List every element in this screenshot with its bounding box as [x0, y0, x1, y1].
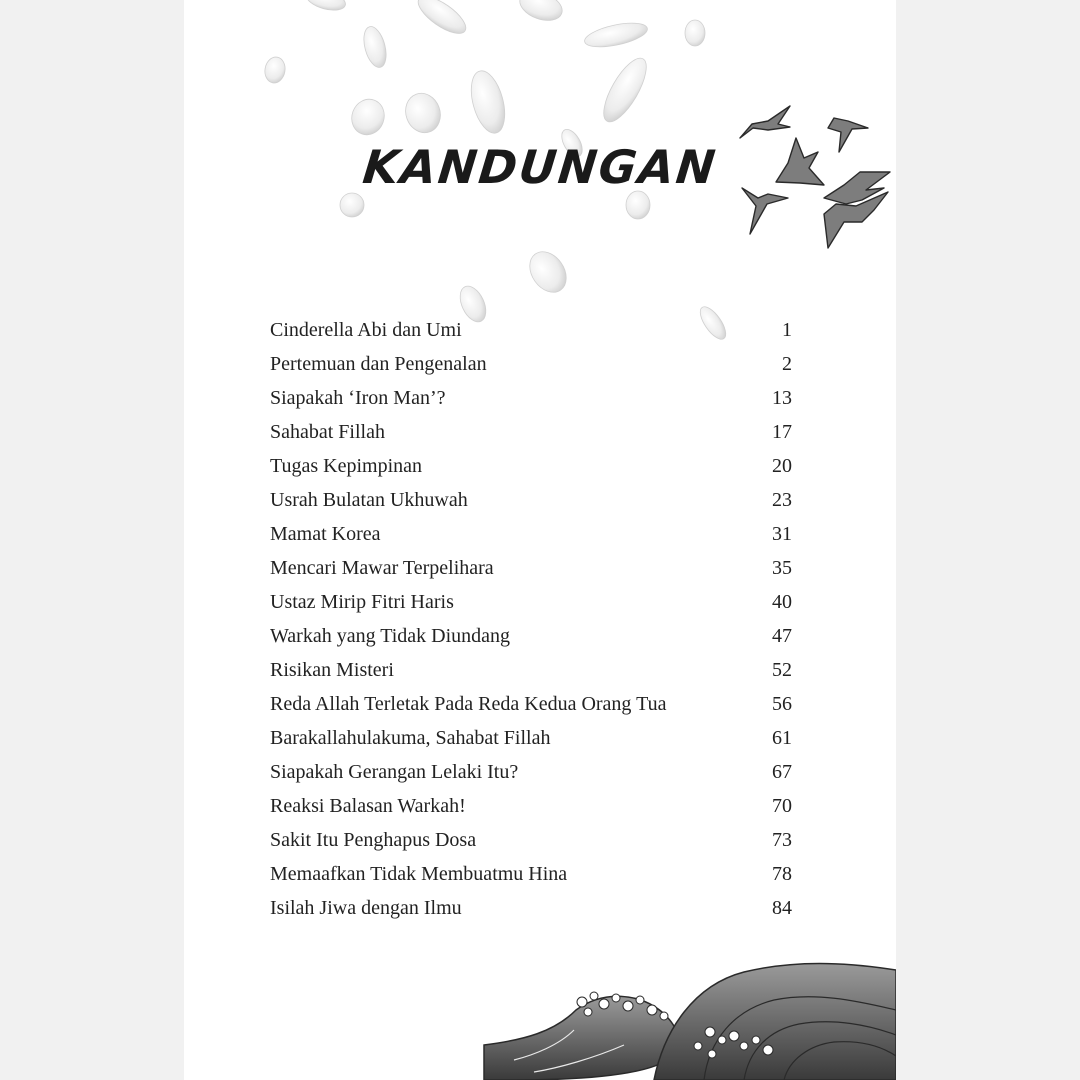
toc-entry-page: 67: [772, 761, 792, 783]
toc-entry-page: 20: [772, 455, 792, 477]
toc-entry[interactable]: [270, 863, 792, 897]
toc-entry-title: Mencari Mawar Terpelihara: [270, 557, 494, 579]
toc-entry[interactable]: [270, 353, 792, 387]
toc-entry[interactable]: [270, 727, 792, 761]
table-of-contents: [270, 319, 792, 931]
toc-entry-page: 61: [772, 727, 792, 749]
toc-entry-title: Reda Allah Terletak Pada Reda Kedua Orang Tua: [270, 693, 667, 715]
toc-entry-title: Tugas Kepimpinan: [270, 455, 423, 477]
toc-entry-page: 1: [782, 319, 792, 341]
toc-entry[interactable]: [270, 829, 792, 863]
toc-entry-title: Warkah yang Tidak Diundang: [270, 625, 511, 647]
toc-entry-page: 17: [772, 421, 792, 443]
toc-entry[interactable]: [270, 557, 792, 591]
toc-entry[interactable]: [270, 795, 792, 829]
toc-entry-title: Usrah Bulatan Ukhuwah: [270, 489, 468, 511]
toc-entry-page: 78: [772, 863, 792, 885]
toc-entry-page: 40: [772, 591, 792, 613]
toc-entry-title: Siapakah Gerangan Lelaki Itu?: [270, 761, 519, 783]
toc-entry[interactable]: [270, 421, 792, 455]
toc-entry-title: Memaafkan Tidak Membuatmu Hina: [270, 863, 568, 885]
toc-entry-page: 56: [772, 693, 792, 715]
toc-entry-page: 31: [772, 523, 792, 545]
toc-entry[interactable]: [270, 693, 792, 727]
toc-entry-page: 35: [772, 557, 792, 579]
toc-entry[interactable]: [270, 625, 792, 659]
toc-entry[interactable]: [270, 897, 792, 931]
toc-entry-title: Mamat Korea: [270, 523, 381, 545]
toc-entry[interactable]: [270, 591, 792, 625]
toc-entry-title: Sahabat Fillah: [270, 421, 385, 443]
toc-entry-title: Reaksi Balasan Warkah!: [270, 795, 466, 817]
book-page: [184, 0, 896, 1080]
toc-entry[interactable]: [270, 523, 792, 557]
toc-entry[interactable]: [270, 659, 792, 693]
waves-decoration: [484, 964, 896, 1080]
toc-entry-page: 23: [772, 489, 792, 511]
toc-entry-title: Cinderella Abi dan Umi: [270, 319, 462, 341]
toc-entry-title: Sakit Itu Penghapus Dosa: [270, 829, 477, 851]
toc-entry-page: 13: [772, 387, 792, 409]
toc-entry-title: Pertemuan dan Pengenalan: [270, 353, 487, 375]
toc-entry[interactable]: [270, 319, 792, 353]
toc-entry-page: 70: [772, 795, 792, 817]
toc-entry[interactable]: [270, 761, 792, 795]
toc-entry-page: 84: [772, 897, 792, 919]
toc-entry-page: 2: [782, 353, 792, 375]
page-title: KANDUNGAN: [360, 140, 720, 194]
toc-entry[interactable]: [270, 387, 792, 421]
toc-entry[interactable]: [270, 455, 792, 489]
toc-entry-page: 73: [772, 829, 792, 851]
toc-entry[interactable]: [270, 489, 792, 523]
toc-entry-page: 47: [772, 625, 792, 647]
toc-entry-page: 52: [772, 659, 792, 681]
toc-entry-title: Isilah Jiwa dengan Ilmu: [270, 897, 462, 919]
toc-entry-title: Risikan Misteri: [270, 659, 394, 681]
toc-entry-title: Ustaz Mirip Fitri Haris: [270, 591, 454, 613]
toc-entry-title: Barakallahulakuma, Sahabat Fillah: [270, 727, 551, 749]
toc-entry-title: Siapakah ‘Iron Man’?: [270, 387, 446, 409]
